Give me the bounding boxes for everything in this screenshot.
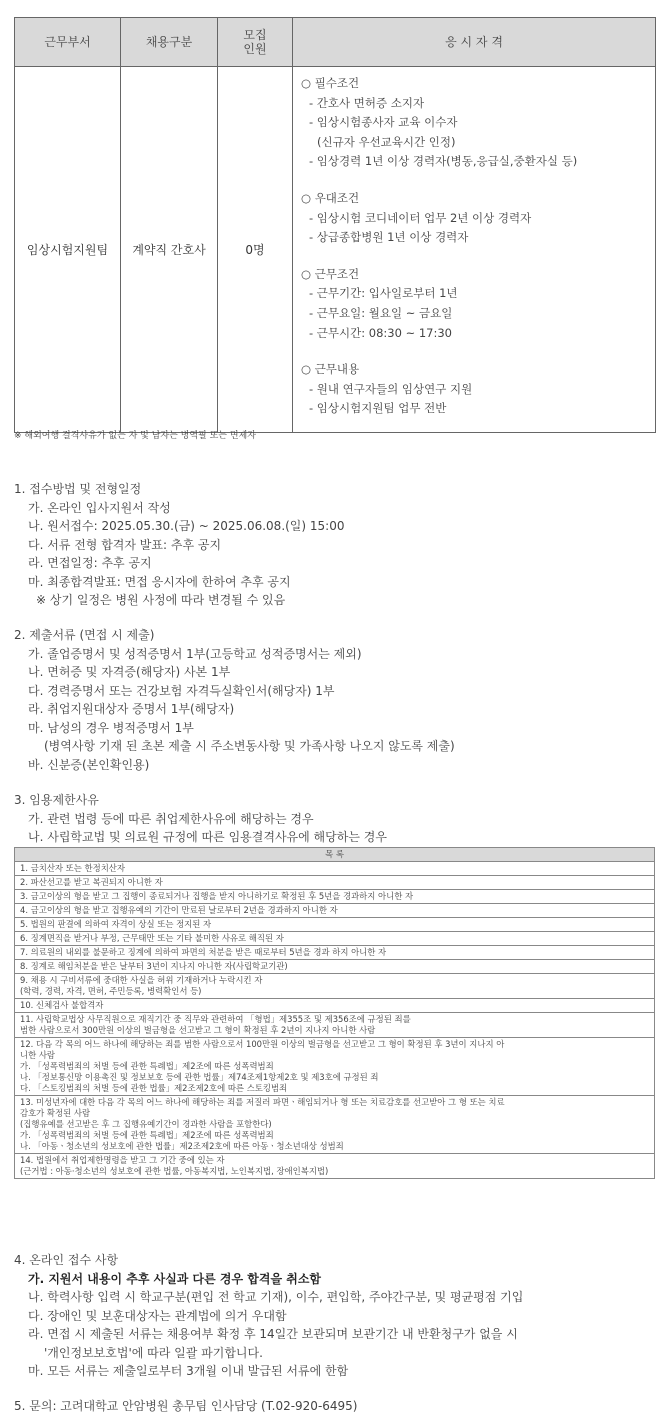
dq-line: 2. 파산선고를 받고 복권되지 아니한 자: [20, 877, 163, 887]
section-item: 가. 졸업증명서 및 성적증명서 1부(고등학교 성적증명서는 제외): [28, 646, 362, 661]
dq-line: 니한 사람: [20, 1050, 56, 1060]
dq-line: (근거법 : 아동·청소년의 성보호에 관한 법률, 아동복지법, 노인복지법, 장애인복지법): [20, 1166, 329, 1176]
dq-line: 7. 의료원의 내외를 불문하고 징계에 의하여 파면의 처분을 받은 때로부터 5년을 경과 하지 아니한 자: [20, 947, 387, 957]
group-item: - 근무시간: 08:30 ~ 17:30: [309, 325, 452, 340]
dq-line: 가. 「성폭력범죄의 처벌 등에 관한 특례법」제2조에 따른 성폭력범죄: [20, 1061, 274, 1071]
section-1: [14, 480, 344, 610]
group-duties: [301, 360, 655, 419]
section-item: 나. 면허증 및 자격증(해당자) 사본 1부: [28, 665, 231, 679]
table-row: [15, 862, 655, 876]
dq-line: 1. 금치산자 또는 한정치산자: [20, 863, 125, 873]
section-item: 마. 최종합격발표: 면접 응시자에 한하여 추후 공지: [28, 574, 291, 589]
section-item: 다. 장애인 및 보훈대상자는 관계법에 의거 우대함: [28, 1308, 287, 1323]
dq-line: 3. 금고이상의 형을 받고 그 집행이 종료되거나 집행을 받지 아니하기로 확정된 후 5년을 경과하지 아니한 자: [20, 891, 414, 901]
dq-line: 나. 「아동ㆍ청소년의 성보호에 관한 법률」제2조제2호에 따른 아동ㆍ청소년대상 성범죄: [20, 1141, 344, 1151]
section-item: 다. 경력증명서 또는 건강보험 자격득실확인서(해당자) 1부: [28, 683, 335, 698]
section-item-emphasis: 가. 지원서 내용이 추후 사실과 다른 경우 합격을 취소함: [28, 1271, 322, 1286]
group-title: ○ 근무조건: [301, 266, 360, 281]
table-row: [15, 904, 655, 918]
group-item: - 임상시험지원팀 업무 전반: [309, 401, 447, 416]
section-sub: '개인정보보호법'에 따라 일괄 파기합니다.: [44, 1345, 263, 1360]
section-item: 다. 서류 전형 합격자 발표: 추후 공지: [28, 537, 222, 552]
cell-qualifications: [293, 67, 656, 433]
section-item: 라. 면접일정: 추후 공지: [28, 556, 152, 570]
dq-cell: [15, 1154, 655, 1179]
header-qualification: 응 시 자 격: [293, 18, 656, 67]
table-row: [15, 1013, 655, 1038]
group-title: ○ 필수조건: [301, 76, 360, 90]
group-item: - 근무요일: 월요일 ~ 금요일: [309, 305, 453, 320]
table-row: [15, 974, 655, 999]
dq-cell: [15, 1013, 655, 1038]
section-item: 마. 남성의 경우 병적증명서 1부: [28, 720, 194, 735]
section-sub: (병역사항 기재 된 초본 제출 시 주소변동사항 및 가족사항 나오지 않도록 제출): [44, 739, 455, 753]
table-row: [15, 946, 655, 960]
dq-line: 6. 징계면직을 받거나 부정, 근무태만 또는 기타 불미한 사유로 해직된 자: [20, 933, 284, 943]
dq-line: 나. 「정보통신망 이용촉진 및 정보보호 등에 관한 법률」제74조제1항제2호 및 제3호에 규정된 죄: [20, 1072, 379, 1082]
table-row: [15, 918, 655, 932]
section-item: 라. 취업지원대상자 증명서 1부(해당자): [28, 702, 235, 716]
table-row: [15, 890, 655, 904]
group-preferred: [301, 189, 655, 248]
section-title: 3. 임용제한사유: [14, 793, 99, 807]
section-item: 라. 면접 시 제출된 서류는 채용여부 확정 후 14일간 보관되며 보관기간 내 반환청구가 없을 시: [28, 1327, 518, 1341]
group-item: - 근무기간: 입사일로부터 1년: [309, 286, 458, 301]
section-item: 가. 온라인 입사지원서 작성: [28, 500, 171, 515]
dq-cell: [15, 904, 655, 918]
group-title: ○ 우대조건: [301, 190, 360, 205]
dq-cell: [15, 932, 655, 946]
dq-line: 13. 미성년자에 대한 다음 각 목의 어느 하나에 해당하는 죄를 저질러 파면ㆍ해임되거나 형 또는 치료감호를 선고받아 그 형 또는 치료: [20, 1097, 505, 1107]
section-item: 나. 사립학교법 및 의료원 규정에 따른 임용결격사유에 해당하는 경우: [28, 830, 387, 844]
footnote: ※ 해외여행 결격사유가 없는 자 및 남자는 병역필 또는 면제자: [14, 431, 256, 441]
contact-line: 5. 문의: 고려대학교 안암병원 총무팀 인사담당 (T.02-920-6495): [14, 1399, 358, 1413]
section-title: 2. 제출서류 (면접 시 제출): [14, 628, 155, 642]
recruitment-table: [14, 17, 656, 433]
table-row: [15, 1038, 655, 1096]
disqualification-table: [14, 847, 655, 1179]
dq-line: 9. 채용 시 구비서류에 중대한 사실을 허위 기재하거나 누락시킨 자: [20, 975, 263, 985]
section-3: [14, 791, 387, 847]
dq-line: 11. 사립학교법상 사무직원으로 재직기간 중 직무와 관련하여 「형법」제355조 및 제356조에 규정된 죄를: [20, 1014, 411, 1024]
header-count: 모집 인원: [218, 18, 293, 67]
group-conditions: [301, 265, 655, 343]
dq-line: 12. 다음 각 목의 어느 하나에 해당하는 죄를 범한 사람으로서 100만원 이상의 벌금형을 선고받고 그 형이 확정된 후 3년이 지나지 아: [20, 1039, 505, 1049]
group-item: - 임상시험종사자 교육 이수자: [309, 115, 458, 130]
section-2: [14, 626, 455, 774]
dq-line: (학력, 경력, 자격, 면허, 주민등록, 병력확인서 등): [20, 986, 202, 996]
section-item: 나. 원서접수: 2025.05.30.(금) ~ 2025.06.08.(일) 15:00: [28, 519, 345, 533]
group-title: ○ 근무내용: [301, 362, 360, 377]
section-item: 가. 관련 법령 등에 따른 취업제한사유에 해당하는 경우: [28, 811, 314, 826]
dq-line: 8. 징계로 해임처분을 받은 날부터 3년이 지나지 아니한 자(사립학교기관): [20, 961, 288, 971]
table-row: [15, 932, 655, 946]
table-row: [15, 1096, 655, 1154]
section-title: 1. 접수방법 및 전형일정: [14, 482, 142, 496]
dq-line: 5. 법원의 판결에 의하여 자격이 상실 또는 정지된 자: [20, 919, 212, 929]
section-item: 나. 학력사항 입력 시 학교구분(편입 전 학교 기재), 이수, 편입학, 주야간구분, 및 평균평점 기입: [28, 1290, 524, 1304]
dq-cell: [15, 1096, 655, 1154]
group-item: - 간호사 면허증 소지자: [309, 95, 425, 110]
dq-line: 10. 신체검사 불합격자: [20, 1000, 104, 1010]
cell-count: 0명: [218, 67, 293, 433]
section-note: ※ 상기 일정은 병원 사정에 따라 변경될 수 있음: [36, 593, 286, 607]
section-item: 마. 모든 서류는 제출일로부터 3개월 이내 발급된 서류에 한함: [28, 1364, 349, 1378]
header-dept: 근무부서: [15, 18, 121, 67]
cell-type: 계약직 간호사: [121, 67, 218, 433]
dq-line: (집행유예를 선고받은 후 그 집행유예기간이 경과한 사람을 포함한다): [20, 1119, 272, 1129]
dq-line: 4. 금고이상의 형을 받고 집행유예의 기간이 만료된 날로부터 2년을 경과하지 아니한 자: [20, 905, 338, 915]
dq-cell: [15, 946, 655, 960]
cell-dept: 임상시험지원팀: [15, 67, 121, 433]
dq-line: 다. 「스토킹범죄의 처벌 등에 관한 법률」제2조제2호에 따른 스토킹범죄: [20, 1083, 288, 1093]
group-required: [301, 74, 655, 172]
dq-cell: [15, 974, 655, 999]
group-item: (신규자 우선교육시간 인정): [317, 134, 456, 149]
dq-cell: [15, 999, 655, 1013]
dq-line: 감호가 확정된 사람: [20, 1108, 91, 1118]
table-row: [15, 1154, 655, 1179]
dq-cell: [15, 890, 655, 904]
dq-line: 14. 법원에서 취업제한명령을 받고 그 기간 중에 있는 자: [20, 1155, 225, 1165]
dq-cell: [15, 1038, 655, 1096]
table-row: [15, 876, 655, 890]
header-type: 채용구분: [121, 18, 218, 67]
dq-cell: [15, 876, 655, 890]
dq-line: 범한 사람으로서 300만원 이상의 벌금형을 선고받고 그 형이 확정된 후 2년이 지나지 아니한 사람: [20, 1025, 376, 1035]
dq-cell: [15, 862, 655, 876]
section-5: [14, 1397, 358, 1416]
group-item: - 원내 연구자들의 임상연구 지원: [309, 381, 473, 396]
group-item: - 임상시험 코디네이터 업무 2년 이상 경력자: [309, 210, 532, 225]
group-item: - 임상경력 1년 이상 경력자(병동,응급실,중환자실 등): [309, 154, 578, 169]
section-4: [14, 1251, 523, 1381]
dq-line: 가. 「성폭력범죄의 처벌 등에 관한 특례법」제2조에 따른 성폭력범죄: [20, 1130, 274, 1140]
dq-cell: [15, 918, 655, 932]
group-item: - 상급종합병원 1년 이상 경력자: [309, 230, 469, 245]
table-row: [15, 999, 655, 1013]
dq-header: 목 록: [15, 848, 655, 862]
table-row: [15, 960, 655, 974]
section-item: 바. 신분증(본인확인용): [28, 757, 150, 772]
dq-cell: [15, 960, 655, 974]
section-title: 4. 온라인 접수 사항: [14, 1253, 119, 1267]
